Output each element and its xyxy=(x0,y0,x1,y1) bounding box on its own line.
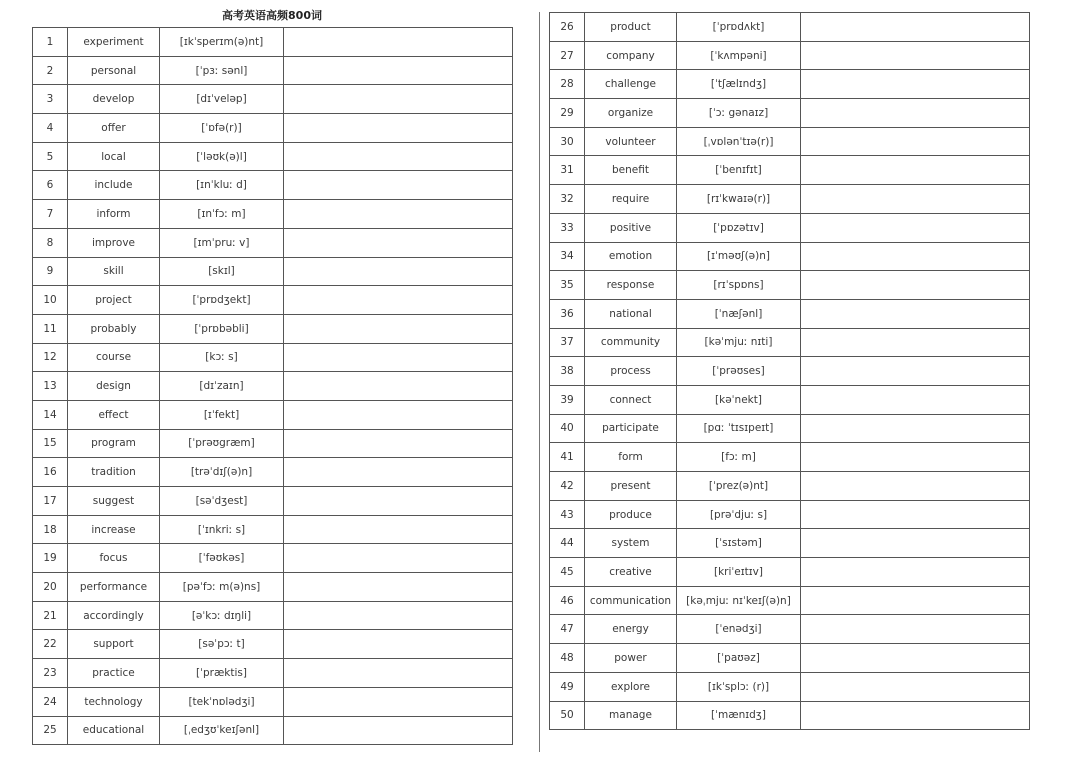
word-cell: process xyxy=(585,357,677,386)
row-number: 47 xyxy=(550,615,585,644)
row-number: 7 xyxy=(33,200,68,229)
row-number: 48 xyxy=(550,644,585,673)
answer-cell xyxy=(801,414,1030,443)
answer-cell xyxy=(801,472,1030,501)
word-cell: focus xyxy=(68,544,160,573)
table-row xyxy=(550,213,1030,242)
table-row xyxy=(33,228,513,257)
table-row xyxy=(550,156,1030,185)
table-row xyxy=(33,687,513,716)
phonetic-cell: [ɪkˈsperɪm(ə)nt] xyxy=(160,28,284,57)
row-number: 36 xyxy=(550,299,585,328)
row-number: 42 xyxy=(550,472,585,501)
word-cell: system xyxy=(585,529,677,558)
answer-cell xyxy=(801,328,1030,357)
answer-cell xyxy=(801,443,1030,472)
answer-cell xyxy=(284,573,513,602)
row-number: 15 xyxy=(33,429,68,458)
table-row xyxy=(33,56,513,85)
row-number: 26 xyxy=(550,13,585,42)
table-row xyxy=(550,357,1030,386)
row-number: 22 xyxy=(33,630,68,659)
answer-cell xyxy=(284,314,513,343)
row-number: 2 xyxy=(33,56,68,85)
row-number: 38 xyxy=(550,357,585,386)
row-number: 45 xyxy=(550,558,585,587)
table-row xyxy=(550,500,1030,529)
answer-cell xyxy=(801,41,1030,70)
row-number: 27 xyxy=(550,41,585,70)
answer-cell xyxy=(801,242,1030,271)
answer-cell xyxy=(801,500,1030,529)
phonetic-cell: [səˈpɔː t] xyxy=(160,630,284,659)
phonetic-cell: [ˈprɒdʒekt] xyxy=(160,286,284,315)
word-cell: program xyxy=(68,429,160,458)
word-cell: probably xyxy=(68,314,160,343)
table-row xyxy=(550,99,1030,128)
answer-cell xyxy=(284,200,513,229)
word-cell: company xyxy=(585,41,677,70)
row-number: 50 xyxy=(550,701,585,730)
table-row xyxy=(33,372,513,401)
table-row xyxy=(550,529,1030,558)
row-number: 30 xyxy=(550,127,585,156)
answer-cell xyxy=(284,601,513,630)
answer-cell xyxy=(284,458,513,487)
answer-cell xyxy=(801,586,1030,615)
row-number: 1 xyxy=(33,28,68,57)
table-row xyxy=(550,558,1030,587)
table-row xyxy=(33,343,513,372)
word-cell: product xyxy=(585,13,677,42)
table-row xyxy=(550,414,1030,443)
table-row xyxy=(550,615,1030,644)
row-number: 11 xyxy=(33,314,68,343)
answer-cell xyxy=(801,271,1030,300)
phonetic-cell: [kəˌmjuː nɪˈkeɪʃ(ə)n] xyxy=(677,586,801,615)
word-cell: creative xyxy=(585,558,677,587)
table-row xyxy=(33,659,513,688)
word-cell: challenge xyxy=(585,70,677,99)
row-number: 5 xyxy=(33,142,68,171)
row-number: 3 xyxy=(33,85,68,114)
table-row xyxy=(33,114,513,143)
word-cell: accordingly xyxy=(68,601,160,630)
word-cell: organize xyxy=(585,99,677,128)
table-row xyxy=(33,573,513,602)
answer-cell xyxy=(284,171,513,200)
word-cell: skill xyxy=(68,257,160,286)
table-row xyxy=(550,127,1030,156)
answer-cell xyxy=(801,70,1030,99)
phonetic-cell: [ɪkˈsplɔː (r)] xyxy=(677,672,801,701)
word-cell: connect xyxy=(585,385,677,414)
phonetic-cell: [trəˈdɪʃ(ə)n] xyxy=(160,458,284,487)
phonetic-cell: [ˈmænɪdʒ] xyxy=(677,701,801,730)
word-cell: support xyxy=(68,630,160,659)
answer-cell xyxy=(284,142,513,171)
row-number: 28 xyxy=(550,70,585,99)
word-cell: include xyxy=(68,171,160,200)
phonetic-cell: [skɪl] xyxy=(160,257,284,286)
answer-cell xyxy=(801,357,1030,386)
answer-cell xyxy=(801,701,1030,730)
answer-cell xyxy=(284,429,513,458)
row-number: 8 xyxy=(33,228,68,257)
phonetic-cell: [ɪmˈpruː v] xyxy=(160,228,284,257)
answer-cell xyxy=(284,400,513,429)
row-number: 10 xyxy=(33,286,68,315)
phonetic-cell: [ˈprəʊgræm] xyxy=(160,429,284,458)
phonetic-cell: [ˈprɒdʌkt] xyxy=(677,13,801,42)
vocab-table-right xyxy=(549,12,1030,730)
phonetic-cell: [ˈpaʊəz] xyxy=(677,644,801,673)
answer-cell xyxy=(284,544,513,573)
row-number: 4 xyxy=(33,114,68,143)
answer-cell xyxy=(801,156,1030,185)
answer-cell xyxy=(284,257,513,286)
word-cell: emotion xyxy=(585,242,677,271)
word-cell: experiment xyxy=(68,28,160,57)
row-number: 23 xyxy=(33,659,68,688)
table-row xyxy=(550,70,1030,99)
phonetic-cell: [kəˈmjuː nɪti] xyxy=(677,328,801,357)
answer-cell xyxy=(284,56,513,85)
answer-cell xyxy=(801,385,1030,414)
table-row xyxy=(33,286,513,315)
answer-cell xyxy=(801,127,1030,156)
word-cell: manage xyxy=(585,701,677,730)
table-row xyxy=(550,271,1030,300)
table-row xyxy=(550,701,1030,730)
row-number: 21 xyxy=(33,601,68,630)
row-number: 9 xyxy=(33,257,68,286)
answer-cell xyxy=(801,185,1030,214)
word-cell: volunteer xyxy=(585,127,677,156)
row-number: 35 xyxy=(550,271,585,300)
table-row xyxy=(33,429,513,458)
answer-cell xyxy=(284,114,513,143)
word-cell: suggest xyxy=(68,487,160,516)
word-cell: explore xyxy=(585,672,677,701)
word-cell: performance xyxy=(68,573,160,602)
word-cell: increase xyxy=(68,515,160,544)
table-row xyxy=(33,458,513,487)
word-cell: course xyxy=(68,343,160,372)
word-cell: produce xyxy=(585,500,677,529)
phonetic-cell: [tekˈnɒlədʒi] xyxy=(160,687,284,716)
answer-cell xyxy=(284,515,513,544)
table-row xyxy=(33,142,513,171)
row-number: 43 xyxy=(550,500,585,529)
table-row xyxy=(33,601,513,630)
phonetic-cell: [əˈkɔː dɪŋli] xyxy=(160,601,284,630)
phonetic-cell: [ˈpɒzətɪv] xyxy=(677,213,801,242)
row-number: 20 xyxy=(33,573,68,602)
phonetic-cell: [ˈprez(ə)nt] xyxy=(677,472,801,501)
answer-cell xyxy=(801,99,1030,128)
word-cell: design xyxy=(68,372,160,401)
table-row xyxy=(33,630,513,659)
word-cell: community xyxy=(585,328,677,357)
word-cell: communication xyxy=(585,586,677,615)
word-cell: educational xyxy=(68,716,160,745)
table-row xyxy=(33,487,513,516)
phonetic-cell: [ˈprɒbəbli] xyxy=(160,314,284,343)
word-cell: local xyxy=(68,142,160,171)
phonetic-cell: [ɪˈməʊʃ(ə)n] xyxy=(677,242,801,271)
answer-cell xyxy=(284,228,513,257)
table-row xyxy=(33,515,513,544)
phonetic-cell: [səˈdʒest] xyxy=(160,487,284,516)
word-cell: energy xyxy=(585,615,677,644)
row-number: 33 xyxy=(550,213,585,242)
answer-cell xyxy=(284,372,513,401)
table-row xyxy=(550,242,1030,271)
column-divider xyxy=(539,12,540,752)
table-row xyxy=(550,672,1030,701)
row-number: 6 xyxy=(33,171,68,200)
word-cell: power xyxy=(585,644,677,673)
answer-cell xyxy=(284,343,513,372)
phonetic-cell: [ˌedʒʊˈkeɪʃənl] xyxy=(160,716,284,745)
phonetic-cell: [ˈfəʊkəs] xyxy=(160,544,284,573)
answer-cell xyxy=(801,529,1030,558)
phonetic-cell: [rɪˈkwaɪə(r)] xyxy=(677,185,801,214)
word-cell: develop xyxy=(68,85,160,114)
answer-cell xyxy=(284,85,513,114)
phonetic-cell: [ˈenədʒi] xyxy=(677,615,801,644)
phonetic-cell: [ˌvɒlənˈtɪə(r)] xyxy=(677,127,801,156)
table-row xyxy=(33,544,513,573)
word-cell: personal xyxy=(68,56,160,85)
table-row xyxy=(550,443,1030,472)
word-cell: form xyxy=(585,443,677,472)
row-number: 12 xyxy=(33,343,68,372)
row-number: 49 xyxy=(550,672,585,701)
row-number: 44 xyxy=(550,529,585,558)
answer-cell xyxy=(801,558,1030,587)
phonetic-cell: [kəˈnekt] xyxy=(677,385,801,414)
phonetic-cell: [ˈtʃælɪndʒ] xyxy=(677,70,801,99)
vocab-table-left xyxy=(32,27,513,745)
answer-cell xyxy=(284,630,513,659)
row-number: 25 xyxy=(33,716,68,745)
table-row xyxy=(550,299,1030,328)
row-number: 31 xyxy=(550,156,585,185)
answer-cell xyxy=(284,286,513,315)
table-row xyxy=(33,257,513,286)
table-row xyxy=(550,644,1030,673)
phonetic-cell: [ˈkʌmpəni] xyxy=(677,41,801,70)
word-cell: effect xyxy=(68,400,160,429)
answer-cell xyxy=(284,659,513,688)
row-number: 39 xyxy=(550,385,585,414)
row-number: 46 xyxy=(550,586,585,615)
phonetic-cell: [ˈprəʊses] xyxy=(677,357,801,386)
phonetic-cell: [ˈnæʃənl] xyxy=(677,299,801,328)
page-title: 高考英语高频800词 xyxy=(222,9,322,22)
word-cell: national xyxy=(585,299,677,328)
word-cell: practice xyxy=(68,659,160,688)
phonetic-cell: [pɑː ˈtɪsɪpeɪt] xyxy=(677,414,801,443)
phonetic-cell: [dɪˈveləp] xyxy=(160,85,284,114)
answer-cell xyxy=(284,487,513,516)
table-row xyxy=(33,171,513,200)
row-number: 24 xyxy=(33,687,68,716)
answer-cell xyxy=(284,687,513,716)
row-number: 16 xyxy=(33,458,68,487)
word-cell: improve xyxy=(68,228,160,257)
row-number: 37 xyxy=(550,328,585,357)
word-cell: require xyxy=(585,185,677,214)
phonetic-cell: [pəˈfɔː m(ə)ns] xyxy=(160,573,284,602)
word-cell: tradition xyxy=(68,458,160,487)
phonetic-cell: [ˈləʊk(ə)l] xyxy=(160,142,284,171)
phonetic-cell: [ˈpɜː sənl] xyxy=(160,56,284,85)
phonetic-cell: [ˈɒfə(r)] xyxy=(160,114,284,143)
phonetic-cell: [prəˈdjuː s] xyxy=(677,500,801,529)
phonetic-cell: [fɔː m] xyxy=(677,443,801,472)
table-row xyxy=(33,28,513,57)
row-number: 18 xyxy=(33,515,68,544)
phonetic-cell: [dɪˈzaɪn] xyxy=(160,372,284,401)
word-cell: positive xyxy=(585,213,677,242)
table-row xyxy=(550,185,1030,214)
answer-cell xyxy=(801,672,1030,701)
answer-cell xyxy=(801,13,1030,42)
phonetic-cell: [ˈbenɪfɪt] xyxy=(677,156,801,185)
word-cell: present xyxy=(585,472,677,501)
word-cell: response xyxy=(585,271,677,300)
phonetic-cell: [ˈɪnkriː s] xyxy=(160,515,284,544)
table-row xyxy=(550,586,1030,615)
row-number: 17 xyxy=(33,487,68,516)
word-cell: technology xyxy=(68,687,160,716)
answer-cell xyxy=(801,644,1030,673)
word-cell: benefit xyxy=(585,156,677,185)
table-row xyxy=(550,385,1030,414)
table-row xyxy=(33,85,513,114)
row-number: 40 xyxy=(550,414,585,443)
row-number: 34 xyxy=(550,242,585,271)
row-number: 32 xyxy=(550,185,585,214)
phonetic-cell: [rɪˈspɒns] xyxy=(677,271,801,300)
phonetic-cell: [kɔː s] xyxy=(160,343,284,372)
word-cell: participate xyxy=(585,414,677,443)
table-row xyxy=(550,41,1030,70)
phonetic-cell: [ɪnˈkluː d] xyxy=(160,171,284,200)
row-number: 19 xyxy=(33,544,68,573)
answer-cell xyxy=(284,28,513,57)
row-number: 29 xyxy=(550,99,585,128)
word-cell: offer xyxy=(68,114,160,143)
phonetic-cell: [ɪnˈfɔː m] xyxy=(160,200,284,229)
table-row xyxy=(33,314,513,343)
row-number: 14 xyxy=(33,400,68,429)
phonetic-cell: [ˈpræktis] xyxy=(160,659,284,688)
answer-cell xyxy=(801,299,1030,328)
table-row xyxy=(33,200,513,229)
phonetic-cell: [ɪˈfekt] xyxy=(160,400,284,429)
table-row xyxy=(550,472,1030,501)
word-cell: inform xyxy=(68,200,160,229)
table-row xyxy=(33,400,513,429)
phonetic-cell: [kriˈeɪtɪv] xyxy=(677,558,801,587)
phonetic-cell: [ˈɔː gənaɪz] xyxy=(677,99,801,128)
word-cell: project xyxy=(68,286,160,315)
phonetic-cell: [ˈsɪstəm] xyxy=(677,529,801,558)
answer-cell xyxy=(801,615,1030,644)
answer-cell xyxy=(801,213,1030,242)
row-number: 13 xyxy=(33,372,68,401)
table-row xyxy=(33,716,513,745)
table-row xyxy=(550,13,1030,42)
table-row xyxy=(550,328,1030,357)
row-number: 41 xyxy=(550,443,585,472)
answer-cell xyxy=(284,716,513,745)
